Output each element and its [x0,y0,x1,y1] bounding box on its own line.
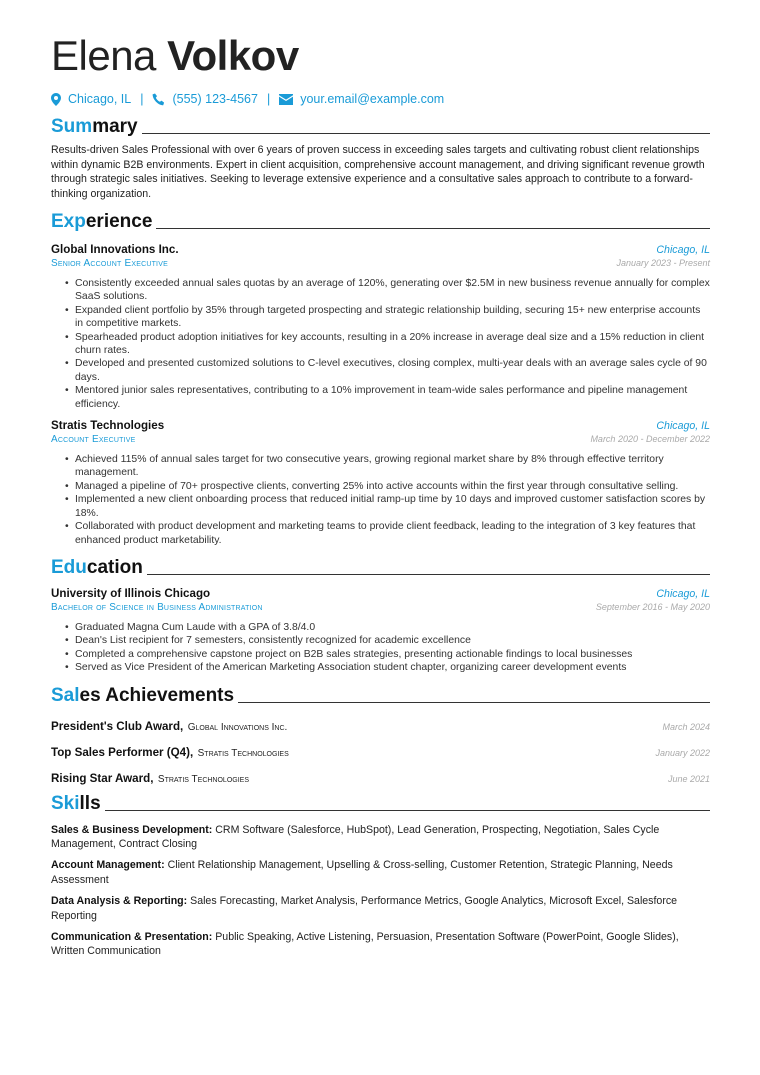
contact-bar [51,90,710,108]
award-name: Rising Star Award [51,771,151,785]
job-role: Account Executive [51,434,136,446]
contact-location [51,92,131,106]
email-text: your.email@example.com [300,92,445,106]
award-date: June 2021 [667,773,710,784]
skill-label: Communication & Presentation: [51,930,213,943]
contact-separator: | [140,92,144,106]
contact-phone[interactable] [152,92,257,106]
contact-separator: | [266,92,271,106]
job-bullets [51,277,710,411]
award-date: January 2022 [655,747,710,758]
skill-text: Client Relationship Management, Upselling & Cross-selling, Customer Retention, Strategic Planning, Needs Assessment [51,859,673,886]
skill-row [51,930,710,959]
bullet-item: • Achieved 115% of annual sales target for two consecutive years, growing regional market share by 8% through effective territory management. [65,453,710,480]
section-rule [238,702,710,703]
phone-text: (555) 123-4567 [172,92,258,106]
bullet-item: • Dean's List recipient for 7 semesters, consistently recognized for academic excellence [65,634,710,647]
summary-text: Results-driven Sales Professional with over 6 years of proven success in exceeding sales targets and cultivating robust client relationships within dynamic B2B environments. Expert in client acquisition, comprehensive account management, and driving significant revenue growth through strategic sales initiatives. Seeking to leverage extensive experience and a consultative sales approach to contribute to a forward-thinking organization. [51,144,705,200]
bullet-item: • Managed a pipeline of 70+ prospective clients, converting 25% into active accounts within the first year through consultative selling. [65,480,710,493]
job-location: Chicago, IL [656,244,710,256]
summary-heading: Summary [51,114,710,138]
skill-label: Data Analysis & Reporting: [51,895,188,908]
bullet-item: • Spearheaded product adoption initiatives for key accounts, resulting in a 20% increase in average deal size and a 15% reduction in client churn rates. [65,331,710,358]
skill-text: Sales Forecasting, Market Analysis, Performance Metrics, Google Analytics, Microsoft Excel, Salesforce Reporting [51,895,678,922]
section-rule [142,133,710,134]
first-name: Elena [51,32,156,79]
award-item: Rising Star Award, Stratis Technologies June 2021 [51,771,710,785]
bullet-item: • Served as Vice President of the American Marketing Association student chapter, organizing career development events [65,661,710,674]
skill-row [51,894,710,923]
contact-email[interactable] [279,92,444,106]
award-org: Stratis Technologies [197,747,289,759]
bullet-item: • Completed a comprehensive capstone project on B2B sales strategies, presenting actionable findings to local businesses [65,648,710,661]
experience-heading: Experience [51,209,710,233]
award-name: Top Sales Performer (Q4) [51,745,190,759]
education-heading: Education [51,555,710,579]
company-name: Global Innovations Inc. [51,243,179,256]
award-org: Stratis Technologies [157,773,249,785]
education-dates: September 2016 - May 2020 [595,601,710,612]
degree-name: Bachelor of Science in Business Administration [51,601,263,613]
experience-entry [51,419,710,547]
bullet-item: • Graduated Magna Cum Laude with a GPA of 3.8/4.0 [65,621,710,634]
map-marker-icon [51,93,61,106]
award-org: Global Innovations Inc. [187,721,288,733]
job-dates: March 2020 - December 2022 [590,434,710,445]
bullet-item: • Collaborated with product development and marketing teams to provide client feedback, leading to the integration of 3 key features that enhanced product marketability. [65,520,710,547]
bullet-item: • Consistently exceeded annual sales quotas by an average of 120%, generating over $2.5M in new business revenue annually for complex SaaS solutions. [65,277,710,304]
skill-row [51,823,710,852]
envelope-icon [279,94,293,105]
skill-text: Public Speaking, Active Listening, Persuasion, Presentation Software (PowerPoint, Google Slides), Written Communication [51,930,679,958]
bullet-item: • Expanded client portfolio by 35% through targeted prospecting and strategic relationship building, securing 15+ new enterprise accounts in competitive markets. [65,304,710,331]
bullet-item: • Implemented a new client onboarding process that reduced initial ramp-up time by 10 days and improved customer satisfaction scores by 18%. [65,493,710,520]
phone-icon [152,93,165,106]
school-name: University of Illinois Chicago [51,586,211,600]
skill-row [51,858,710,887]
section-rule [105,810,710,811]
award-name: President's Club Award [51,719,181,733]
skill-text: CRM Software (Salesforce, HubSpot), Lead Generation, Prospecting, Negotiation, Sales Cycle Management, Contract Closing [51,823,660,850]
award-item: President's Club Award, Global Innovations Inc. March 2024 [51,719,710,733]
section-rule [156,228,710,229]
education-bullets [51,621,710,675]
bullet-item: • Mentored junior sales representatives, contributing to a 10% improvement in team-wide sales performance and pipeline management efficiency. [65,384,710,411]
award-item: Top Sales Performer (Q4), Stratis Technologies January 2022 [51,745,710,759]
experience-entry [51,243,710,411]
skill-label: Account Management: [51,859,165,872]
achievements-heading: Sales Achievements [51,683,710,707]
company-name: Stratis Technologies [51,419,165,433]
last-name: Volkov [167,32,299,79]
job-location: Chicago, IL [656,420,710,433]
school-location: Chicago, IL [656,587,710,600]
skill-label: Sales & Business Development: [51,823,213,836]
award-date: March 2024 [662,721,710,732]
job-dates: January 2023 - Present [616,258,710,268]
location-text: Chicago, IL [68,92,132,106]
job-bullets [51,453,710,547]
candidate-name [51,28,710,84]
section-rule [147,574,710,575]
job-role: Senior Account Executive [51,258,168,269]
education-entry [51,587,710,675]
skills-heading: Skills [51,791,710,815]
bullet-item: • Developed and presented customized solutions to C-level executives, closing complex, multi-year deals with an average sales cycle of 90 days. [65,357,710,384]
